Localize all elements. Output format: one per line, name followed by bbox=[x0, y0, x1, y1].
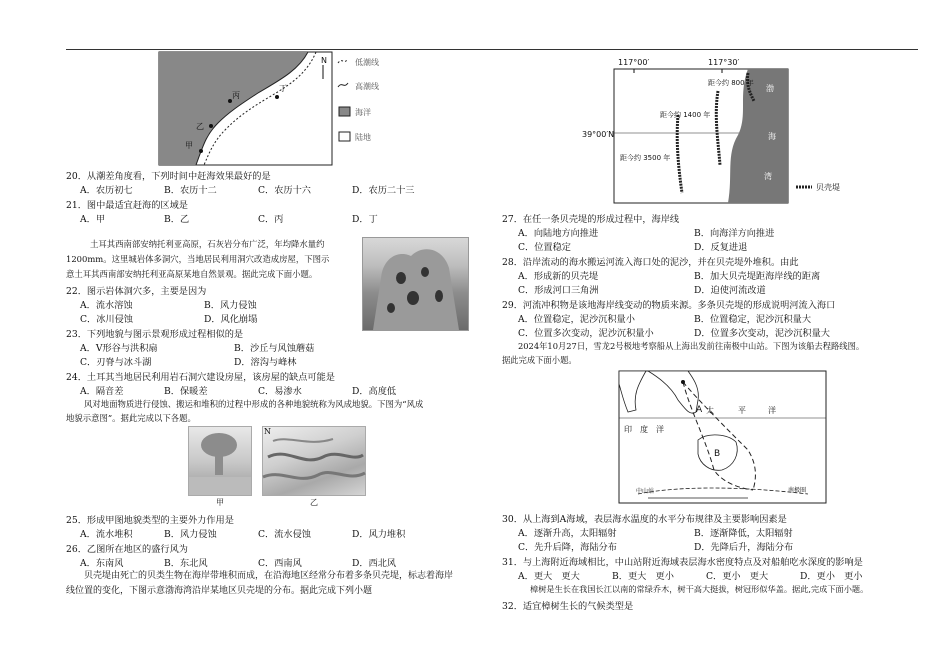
q29-a[interactable]: A．位置稳定，泥沙沉积量小 bbox=[518, 314, 635, 325]
photo-label-jia: 甲 bbox=[216, 498, 224, 507]
para-ship-1: 2024年10月27日，雪龙2号极地考察船从上海出发前往南极中山站。下图为该船去程路线图。 bbox=[518, 341, 865, 351]
pacific-3: 洋 bbox=[768, 406, 776, 415]
para-turkey-2: 1200mm。这里城岩体多洞穴，当地居民利用洞穴改造成房屋，下图示 bbox=[66, 254, 330, 264]
q21-d[interactable]: D．丁 bbox=[352, 214, 378, 225]
tide-map bbox=[158, 51, 394, 167]
q30-b[interactable]: B．逐渐降低，太阳辐射 bbox=[694, 528, 793, 539]
q30-d[interactable]: D．先降后升，海陆分布 bbox=[694, 542, 794, 553]
age-800-label: 距今约 800 年 bbox=[708, 79, 754, 87]
q30-c[interactable]: C．先升后降，海陆分布 bbox=[518, 542, 617, 553]
point-a-label: A bbox=[696, 405, 703, 415]
q24-b[interactable]: B．保暖差 bbox=[164, 386, 208, 397]
rock-cave-photo bbox=[362, 237, 469, 331]
q22-b[interactable]: B．风力侵蚀 bbox=[204, 300, 257, 311]
q24-d[interactable]: D．高度低 bbox=[352, 386, 397, 397]
q26-b[interactable]: B．东北风 bbox=[164, 558, 208, 569]
q21-b[interactable]: B．乙 bbox=[164, 214, 190, 225]
label-ding: 丁 bbox=[279, 84, 287, 93]
para-wind-1: 风对地面物质进行侵蚀、搬运和堆积的过程中形成的各种地貌统称为风成地貌。下图为“风成 bbox=[84, 399, 424, 409]
q22-a[interactable]: A．流水溶蚀 bbox=[80, 300, 133, 311]
q32-stem: 32．适宜樟树生长的气候类型是 bbox=[502, 601, 634, 612]
q26-stem: 26．乙图所在地区的盛行风为 bbox=[66, 544, 188, 555]
q28-stem: 28．沿岸流动的海水搬运河流入海口处的泥沙，并在贝壳堤外堆积。由此 bbox=[502, 257, 799, 268]
q28-b[interactable]: B．加大贝壳堤距海岸线的距离 bbox=[694, 271, 821, 282]
q22-c[interactable]: C．冰川侵蚀 bbox=[80, 314, 133, 325]
point-b-label: B bbox=[714, 449, 721, 459]
lon2-label: 117°30′ bbox=[708, 58, 740, 67]
q20-c[interactable]: C．农历十六 bbox=[258, 185, 311, 196]
age-3500-label: 距今约 3500 年 bbox=[620, 154, 671, 162]
age-1400-label: 距今约 1400 年 bbox=[660, 111, 711, 119]
para-shell-2: 线位置的变化，下图示意渤海湾沿岸某地区贝壳堤的分布。据此完成下列小题 bbox=[66, 586, 373, 596]
legend-low: 低潮线 bbox=[355, 58, 379, 67]
para-turkey-3: 意土耳其西南部安纳托利亚高原某地自然景观。据此完成下面小题。 bbox=[66, 269, 318, 279]
q31-stem: 31．与上海附近海域相比，中山站附近海域表层海水密度特点及对船舶吃水深度的影响是 bbox=[502, 557, 863, 568]
para-turkey-1: 土耳其西南部安纳托利亚高原，石灰岩分布广泛，年均降水量约 bbox=[90, 239, 325, 249]
north-label: N bbox=[321, 56, 327, 65]
q28-d[interactable]: D．迫使河流改道 bbox=[694, 285, 766, 296]
legend-shell: 贝壳堤 bbox=[816, 183, 840, 192]
para-ship-2: 据此完成下面小题。 bbox=[502, 355, 577, 365]
indian-2: 度 bbox=[640, 425, 648, 434]
bo-label: 渤 bbox=[766, 84, 774, 93]
q23-c[interactable]: C．刃脊与冰斗湖 bbox=[80, 357, 152, 368]
q31-a[interactable]: A．更大 更大 bbox=[518, 571, 580, 582]
q31-b[interactable]: B．更大 更小 bbox=[612, 571, 674, 582]
q21-stem: 21．图中最适宜赶海的区域是 bbox=[66, 200, 188, 211]
q30-a[interactable]: A．逐渐升高，太阳辐射 bbox=[518, 528, 617, 539]
q27-d[interactable]: D．反复进退 bbox=[694, 242, 748, 253]
hai-label: 海 bbox=[768, 132, 776, 141]
q23-stem: 23．下列地貌与图示景观形成过程相似的是 bbox=[66, 329, 244, 340]
photo-label-yi: 乙 bbox=[310, 498, 318, 507]
q23-a[interactable]: A．V形谷与洪积扇 bbox=[80, 343, 158, 354]
q29-d[interactable]: D．位置多次变动，泥沙沉积量大 bbox=[694, 328, 830, 339]
para-wind-2: 地貌示意图”。据此完成以下各题。 bbox=[66, 413, 196, 423]
zhongshan-label: 中山站 bbox=[636, 488, 655, 495]
q27-c[interactable]: C．位置稳定 bbox=[518, 242, 571, 253]
q28-c[interactable]: C．形成河口三角洲 bbox=[518, 285, 599, 296]
q24-c[interactable]: C．易渗水 bbox=[258, 386, 302, 397]
legend-land: 陆地 bbox=[355, 133, 371, 142]
lat-label: 39°00′N bbox=[582, 130, 615, 139]
mushroom-rock-photo bbox=[188, 426, 252, 496]
q23-d[interactable]: D．溶沟与峰林 bbox=[234, 357, 297, 368]
q21-a[interactable]: A．甲 bbox=[80, 214, 106, 225]
q27-a[interactable]: A．向陆地方向推进 bbox=[518, 228, 599, 239]
header-rule bbox=[66, 49, 918, 50]
q31-c[interactable]: C．更小 更大 bbox=[706, 571, 769, 582]
pacific-1: 太 bbox=[706, 406, 714, 415]
para-tree: 樟树是生长在我国长江以南的常绿乔木，树干高大挺拔，树冠形似华盖。据此,完成下面小题。 bbox=[530, 584, 869, 594]
q29-b[interactable]: B．位置稳定，泥沙沉积量大 bbox=[694, 314, 812, 325]
wan-label: 湾 bbox=[764, 172, 772, 181]
pacific-2: 平 bbox=[738, 406, 746, 415]
q20-a[interactable]: A．农历初七 bbox=[80, 185, 133, 196]
q24-stem: 24．土耳其当地居民利用岩石洞穴建设房屋，该房屋的缺点可能是 bbox=[66, 372, 335, 383]
q25-c[interactable]: C．流水侵蚀 bbox=[258, 529, 311, 540]
q20-d[interactable]: D．农历二十三 bbox=[352, 185, 415, 196]
q21-c[interactable]: C．丙 bbox=[258, 214, 284, 225]
para-shell-1: 贝壳堤由死亡的贝类生物在海岸带堆积而成，在沿海地区经常分布着多条贝壳堤，标志着海岸 bbox=[84, 571, 454, 581]
route-map bbox=[618, 370, 828, 505]
q22-d[interactable]: D．风化崩塌 bbox=[204, 314, 258, 325]
q20-b[interactable]: B．农历十二 bbox=[164, 185, 217, 196]
q26-d[interactable]: D．西北风 bbox=[352, 558, 397, 569]
q31-d[interactable]: D．更小 更小 bbox=[800, 571, 863, 582]
q28-a[interactable]: A．形成新的贝壳堤 bbox=[518, 271, 599, 282]
shell-ridge-map bbox=[582, 55, 858, 205]
q27-stem: 27．在任一条贝壳堤的形成过程中，海岸线 bbox=[502, 214, 680, 225]
lon1-label: 117°00′ bbox=[618, 58, 650, 67]
q24-a[interactable]: A．隔音差 bbox=[80, 386, 124, 397]
q23-b[interactable]: B．沙丘与风蚀蘑菇 bbox=[234, 343, 315, 354]
q29-stem: 29．河流冲积物是该地海岸线变动的物质来源。多条贝壳堤的形成说明河流入海口 bbox=[502, 300, 836, 311]
q27-b[interactable]: B．向海洋方向推进 bbox=[694, 228, 775, 239]
q30-stem: 30．从上海到A海域，表层海水温度的水平分布规律及主要影响因素是 bbox=[502, 514, 787, 525]
dune-photo bbox=[262, 426, 366, 496]
antarctic-circle-label: 南极圈 bbox=[788, 487, 807, 494]
indian-3: 洋 bbox=[656, 425, 664, 434]
dune-north-label: N bbox=[264, 427, 271, 436]
label-bing: 丙 bbox=[232, 91, 240, 100]
legend-sea: 海洋 bbox=[355, 108, 371, 117]
q25-a[interactable]: A．流水堆积 bbox=[80, 529, 133, 540]
label-yi: 乙 bbox=[196, 122, 204, 131]
indian-1: 印 bbox=[624, 425, 632, 434]
q25-stem: 25．形成甲图地貌类型的主要外力作用是 bbox=[66, 515, 234, 526]
q29-c[interactable]: C．位置多次变动，泥沙沉积量小 bbox=[518, 328, 654, 339]
q25-d[interactable]: D．风力堆积 bbox=[352, 529, 406, 540]
q20-stem: 20．从潮差角度看，下列时间中赶海效果最好的是 bbox=[66, 171, 271, 182]
q25-b[interactable]: B．风力侵蚀 bbox=[164, 529, 217, 540]
q26-c[interactable]: C．西南风 bbox=[258, 558, 302, 569]
label-jia: 甲 bbox=[185, 141, 193, 150]
q26-a[interactable]: A．东南风 bbox=[80, 558, 124, 569]
legend-high: 高潮线 bbox=[355, 82, 379, 91]
q22-stem: 22．图示岩体洞穴多，主要是因为 bbox=[66, 286, 207, 297]
